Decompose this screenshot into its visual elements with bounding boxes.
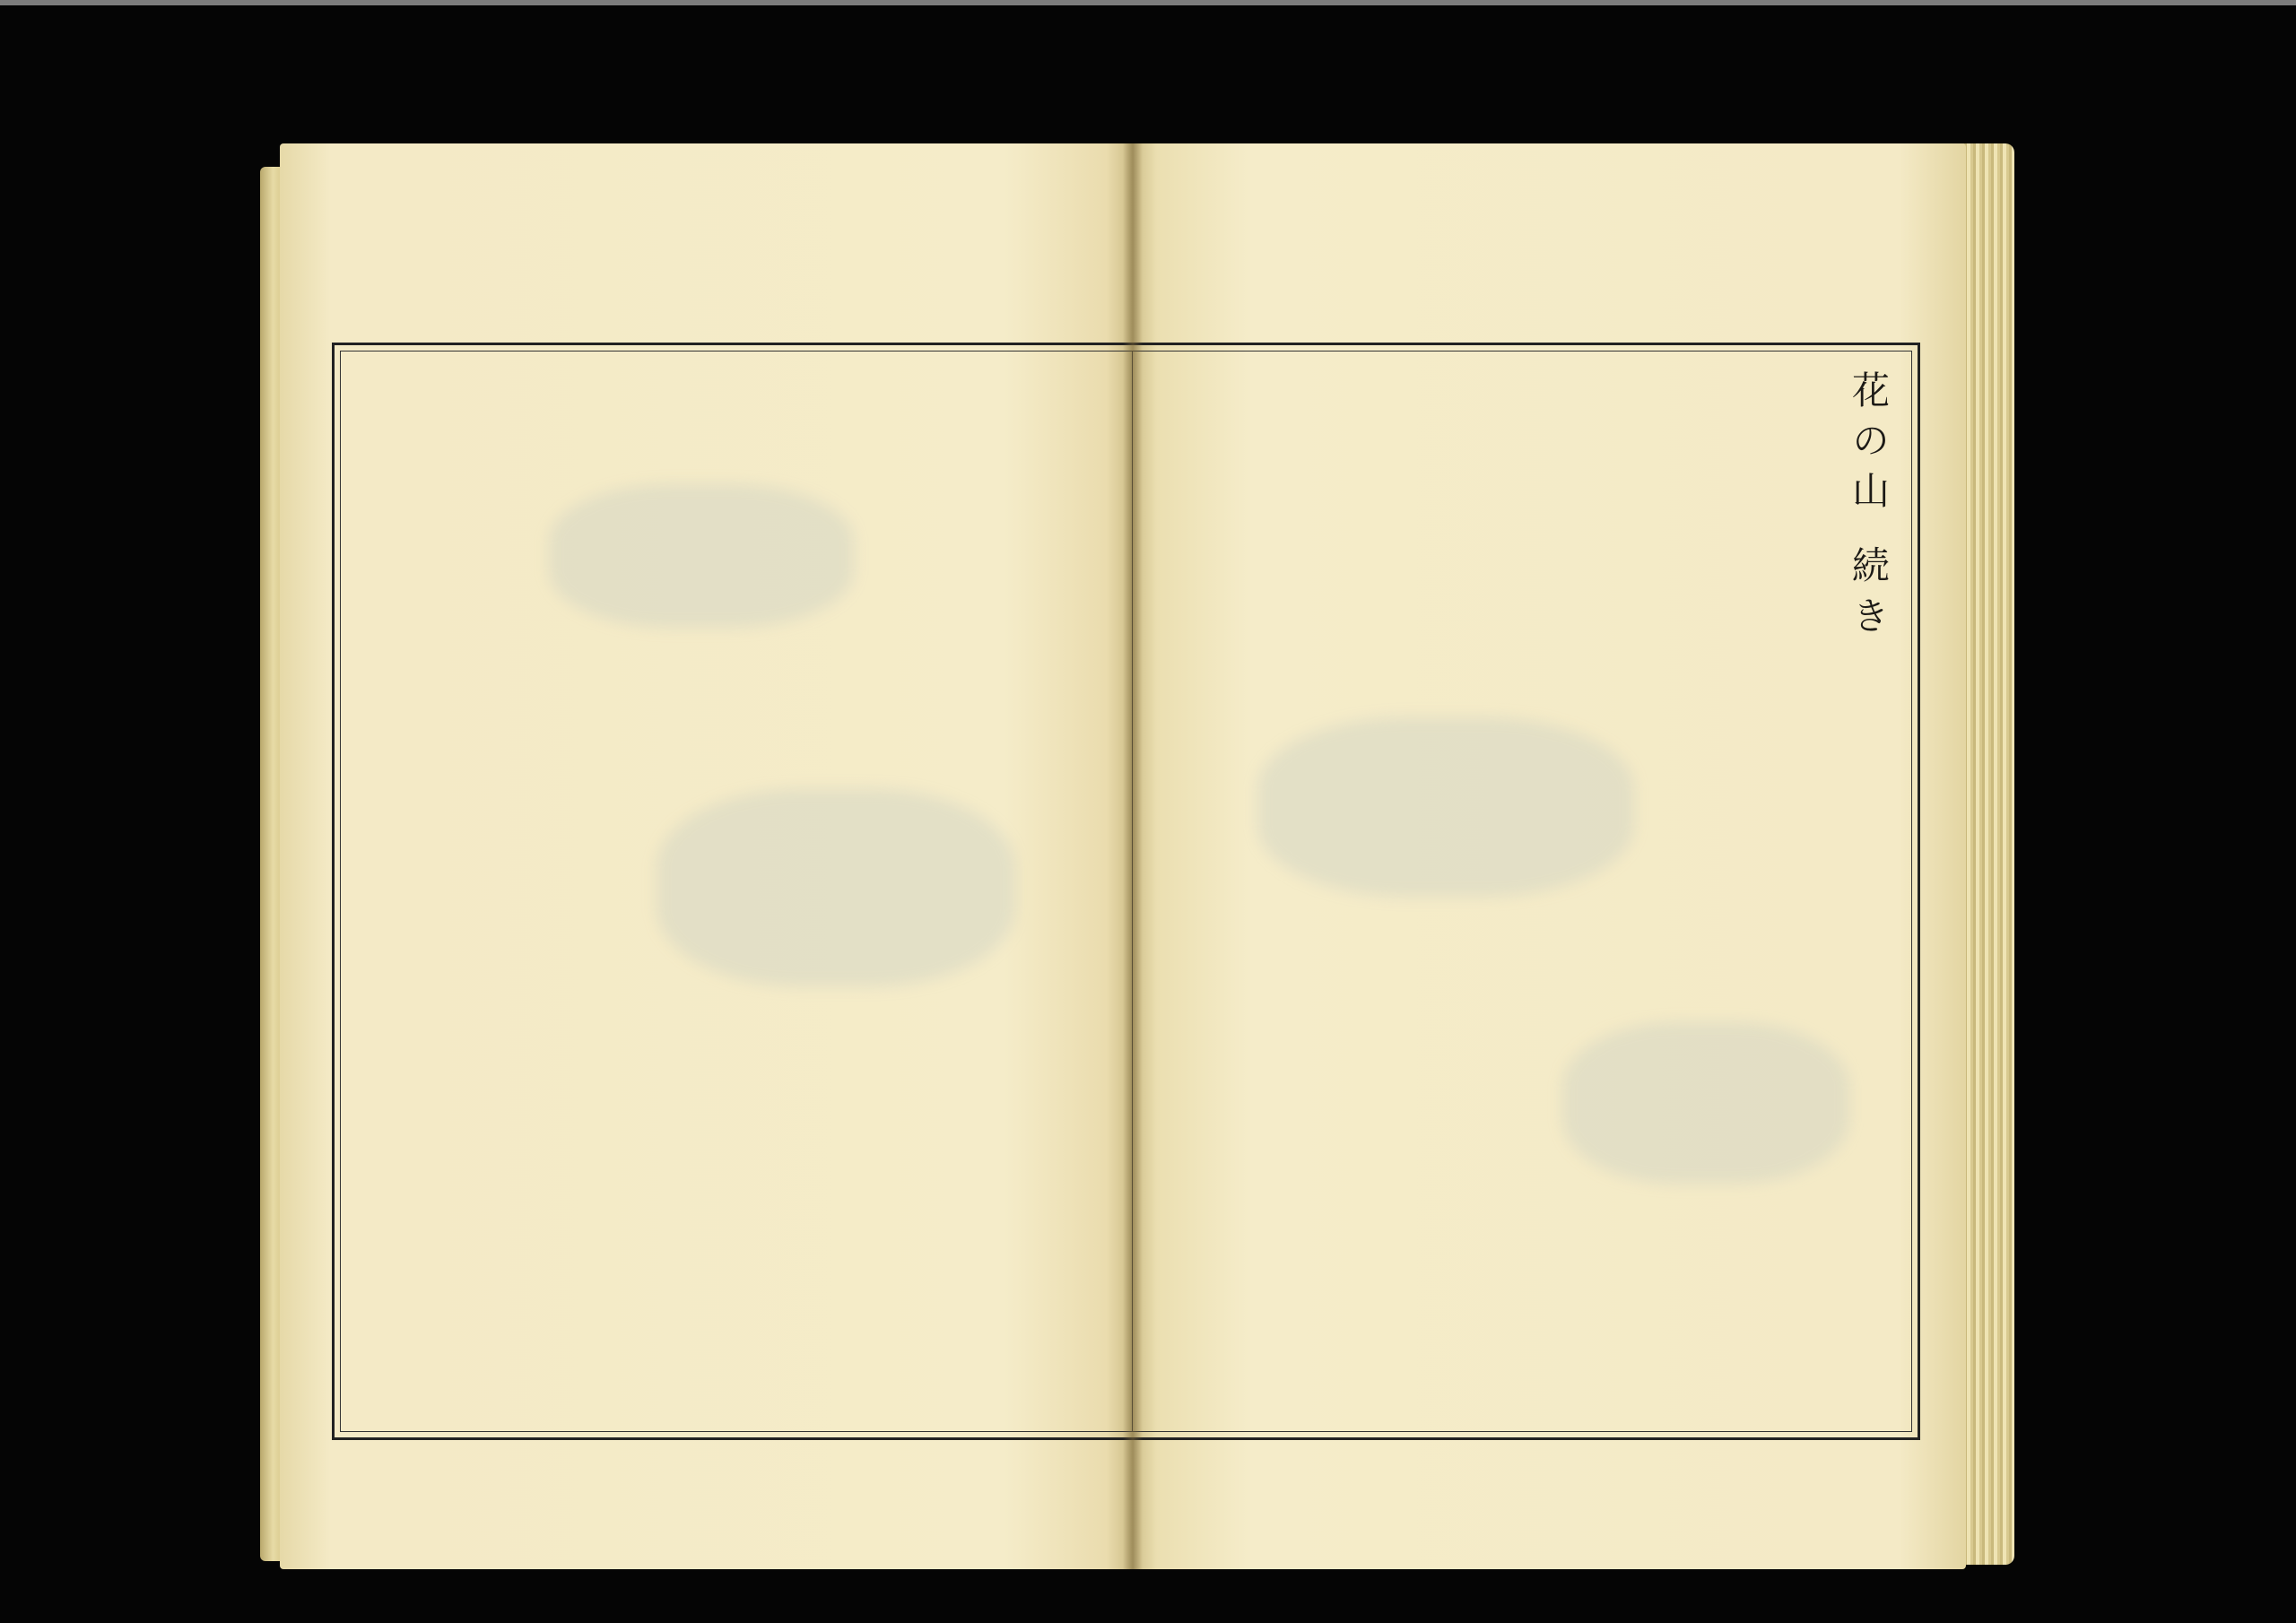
left-page [280, 143, 1132, 1569]
right-page-frame [1132, 343, 1920, 1440]
left-page-text-block [358, 370, 1111, 1412]
right-page [1132, 143, 1966, 1569]
section-title: 花の山 続き [1847, 370, 1891, 647]
right-page-text-block [1155, 370, 1894, 1412]
book-gutter [1123, 143, 1143, 1569]
scanner-edge [0, 0, 2296, 5]
left-page-frame [332, 343, 1135, 1440]
